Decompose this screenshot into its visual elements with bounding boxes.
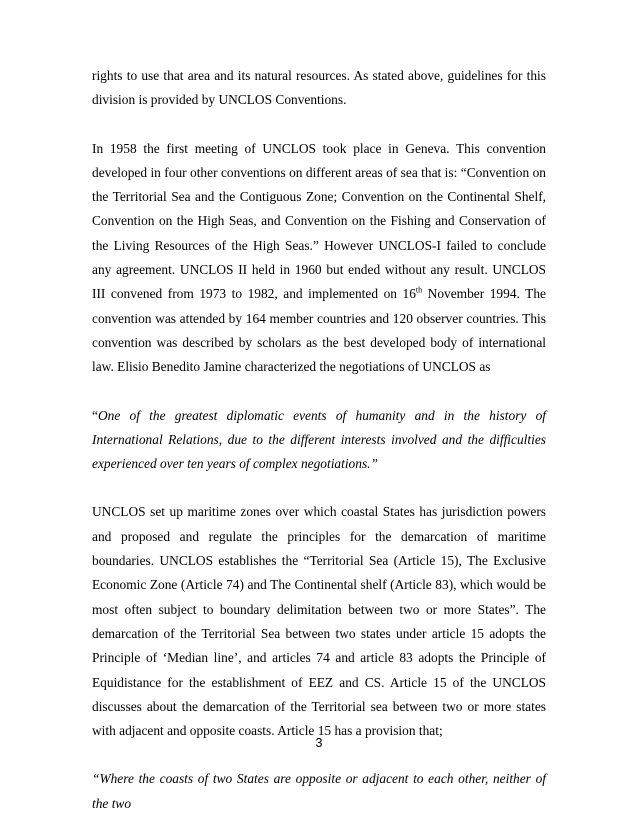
quote-text: One of the greatest diplomatic events of humanity and in the history of International Relations, due to the different interests involved and the difficulties experienced over ten years of complex negotiations.” [92, 407, 546, 472]
block-quote-article-15: “Where the coasts of two States are opposite or adjacent to each other, neither of the two [92, 771, 546, 811]
paragraph-maritime-zones: UNCLOS set up maritime zones over which coastal States has jurisdiction powers and proposed and regulate the principles for the demarcation of maritime boundaries. UNCLOS establishes the “Territorial Sea (Article 15), The Exclusive Economic Zone (Article 74) and The Continental shelf (Article 83), which would be most often subject to boundary delimitation between two or more States”. The demarcation of the Territorial Sea between two states under article 15 adopts the Principle of ‘Median line’, and articles 74 and article 83 adopts the Principle of Equidistance for the establishment of EEZ and CS. Article 15 of the UNCLOS discusses about the demarcation of the Territorial sea between two or more states with adjacent and opposite coasts. Article 15 has a provision that; [92, 504, 546, 739]
paragraph-text-part-a: In 1958 the first meeting of UNCLOS took place in Geneva. This convention developed in four other conventions on different areas of sea that is: “Convention on the Territorial Sea and the Contiguous Zone; Convention on the Continental Shelf, Convention on the High Seas, and Convention on the Fishing and Conservation of the Living Resources of the High Seas.” However UNCLOS-I failed to conclude any agreement. UNCLOS II held in 1960 but ended without any result. UNCLOS III convened from 1973 to 1982, and implemented on 16 [92, 140, 546, 302]
quote-open-mark: “ [92, 407, 98, 423]
paragraph-resources-continuation: rights to use that area and its natural resources. As stated above, guidelines for this division is provided by UNCLOS Conventions. [92, 68, 546, 108]
paragraph-unclos-history [92, 137, 546, 380]
page-number: 3 [315, 736, 323, 750]
ordinal-superscript: th [415, 285, 423, 295]
page-body [92, 64, 546, 816]
paragraph-text-part-b: November 1994. The convention was attended by 164 member countries and 120 observer countries. This convention was described by scholars as the best developed body of international law. Elisio Benedito Jamine characterized the negotiations of UNCLOS as [92, 286, 546, 375]
block-quote-jamine [92, 404, 546, 477]
